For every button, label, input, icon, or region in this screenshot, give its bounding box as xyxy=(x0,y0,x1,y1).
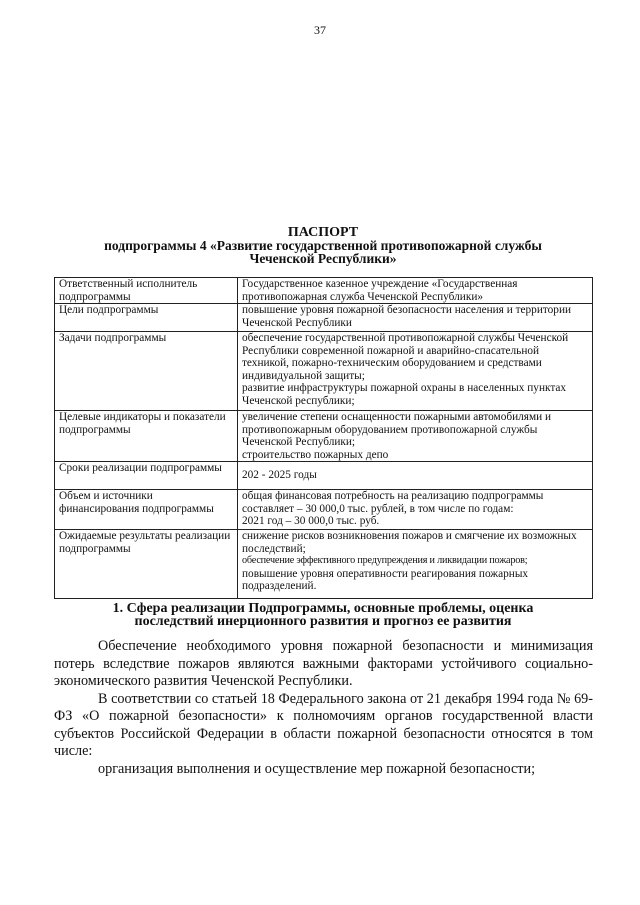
table-row xyxy=(55,490,593,530)
row-value xyxy=(238,490,593,530)
row-value-line: снижение рисков возникновения пожаров и смягчение их возможных последствий; xyxy=(242,530,577,555)
passport-title xyxy=(54,226,592,265)
table-row xyxy=(55,332,593,411)
row-value-line: повышение уровня пожарной безопасности населения и территории Чеченской Республики xyxy=(242,304,572,329)
table-row xyxy=(55,462,593,490)
row-value-line: общая финансовая потребность на реализацию подпрограммы составляет – 30 000,0 тыс. рублей, в том числе по годам: xyxy=(242,490,544,515)
page-number: 37 xyxy=(314,23,326,37)
row-value-line: строительство пожарных депо xyxy=(242,448,389,461)
row-label: Ожидаемые результаты реализации подпрограммы xyxy=(55,530,238,599)
paragraph: В соответствии со статьей 18 Федерального закона от 21 декабря 1994 года № 69-ФЗ «О пожарной безопасности» к полномочиям органов государственной власти субъектов Российской Федерации в области пожарной безопасности относятся в том числе: xyxy=(54,690,593,759)
row-value-line: обеспечение государственной противопожарной службы Чеченской Республики современной пожарной и аварийно-спасательной техникой, пожарно-техническим оборудованием и средствами индивидуальной защиты; xyxy=(242,332,569,382)
row-value-line: 2021 год – 30 000,0 тыс. руб. xyxy=(242,515,380,527)
section-heading-line-2: последствий инерционного развития и прогноз ее развития xyxy=(134,614,512,629)
section-heading-line-1: 1. Сфера реализации Подпрограммы, основные проблемы, оценка xyxy=(112,601,534,616)
row-value-line: увеличение степени оснащенности пожарными автомобилями и противопожарным оборудованием противопожарной службы Чеченской Республики; xyxy=(242,411,552,448)
row-value-line: 202 - 2025 годы xyxy=(242,469,317,482)
table-row xyxy=(55,278,593,304)
title-line-2: Чеченской Республики» xyxy=(249,251,397,266)
row-label: Объем и источники финансирования подпрограммы xyxy=(55,490,238,530)
section-heading xyxy=(54,602,592,628)
table-row xyxy=(55,411,593,462)
row-value xyxy=(238,278,593,304)
row-label: Цели подпрограммы xyxy=(55,304,238,332)
title-main: ПАСПОРТ xyxy=(287,225,359,240)
paragraph: организация выполнения и осуществление мер пожарной безопасности; xyxy=(98,760,536,777)
row-label: Ответственный исполнитель подпрограммы xyxy=(55,278,238,304)
row-value xyxy=(238,304,593,332)
row-value-line: повышение уровня оперативности реагирования пожарных подразделений. xyxy=(242,567,529,592)
row-label: Сроки реализации подпрограммы xyxy=(55,462,238,490)
title-line-1: подпрограммы 4 «Развитие государственной противопожарной службы xyxy=(104,238,542,253)
row-value-line: развитие инфраструктуры пожарной охраны в населенных пунктах Чеченской республики; xyxy=(242,382,567,407)
passport-table xyxy=(54,277,593,599)
paragraph: Обеспечение необходимого уровня пожарной безопасности и минимизация потерь вследствие пожаров являются важными факторами устойчивого социально-экономического развития Чеченской Республики. xyxy=(54,638,593,689)
section-body xyxy=(54,638,593,778)
table-row xyxy=(55,304,593,332)
row-label: Целевые индикаторы и показатели подпрограммы xyxy=(55,411,238,462)
row-value xyxy=(238,462,593,490)
row-value-line: Государственное казенное учреждение «Государственная противопожарная служба Чеченской Республики» xyxy=(242,278,518,303)
row-value xyxy=(238,411,593,462)
row-value-line: обеспечение эффективного предупреждения и ликвидации пожаров; xyxy=(242,555,528,566)
row-label: Задачи подпрограммы xyxy=(55,332,238,411)
row-value xyxy=(238,332,593,411)
table-row xyxy=(55,530,593,599)
row-value xyxy=(238,530,593,599)
